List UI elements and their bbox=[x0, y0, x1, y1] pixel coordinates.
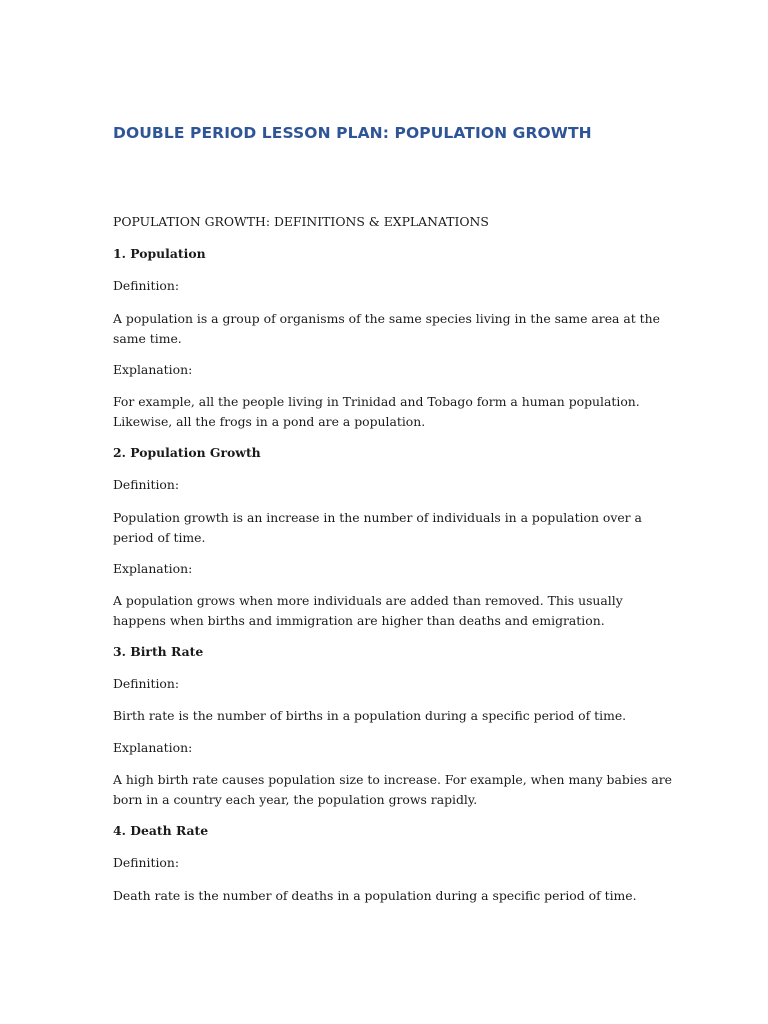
definition-label: Definition: bbox=[113, 477, 180, 492]
term-heading-death-rate: 4. Death Rate bbox=[113, 823, 209, 838]
definition-text-birth-rate: Birth rate is the number of births in a population during a specific period of time. bbox=[113, 708, 627, 723]
definition-text-death-rate: Death rate is the number of deaths in a population during a specific period of time. bbox=[113, 888, 637, 903]
explanation-text-birth-rate: A high birth rate causes population size to increase. For example, when many babies are born in a country each year, the population grows rapidly. bbox=[113, 772, 672, 807]
definition-label: Definition: bbox=[113, 278, 180, 293]
definition-text-population-growth: Population growth is an increase in the number of individuals in a population over a period of time. bbox=[113, 510, 642, 545]
explanation-label: Explanation: bbox=[113, 561, 193, 576]
definition-label: Definition: bbox=[113, 676, 180, 691]
explanation-text-population-growth: A population grows when more individuals are added than removed. This usually happens when births and immigration are higher than deaths and emigration. bbox=[113, 593, 623, 628]
definition-label: Definition: bbox=[113, 855, 180, 870]
document-title: DOUBLE PERIOD LESSON PLAN: POPULATION GROWTH bbox=[113, 124, 592, 142]
term-heading-population: 1. Population bbox=[113, 246, 206, 261]
term-heading-birth-rate: 3. Birth Rate bbox=[113, 644, 204, 659]
explanation-label: Explanation: bbox=[113, 362, 193, 377]
definition-text-population: A population is a group of organisms of the same species living in the same area at the same time. bbox=[113, 311, 660, 346]
explanation-label: Explanation: bbox=[113, 740, 193, 755]
explanation-text-population: For example, all the people living in Trinidad and Tobago form a human population. Likewise, all the frogs in a pond are a population. bbox=[113, 394, 640, 429]
term-heading-population-growth: 2. Population Growth bbox=[113, 445, 261, 460]
section-heading: POPULATION GROWTH: DEFINITIONS & EXPLANATIONS bbox=[113, 214, 489, 229]
